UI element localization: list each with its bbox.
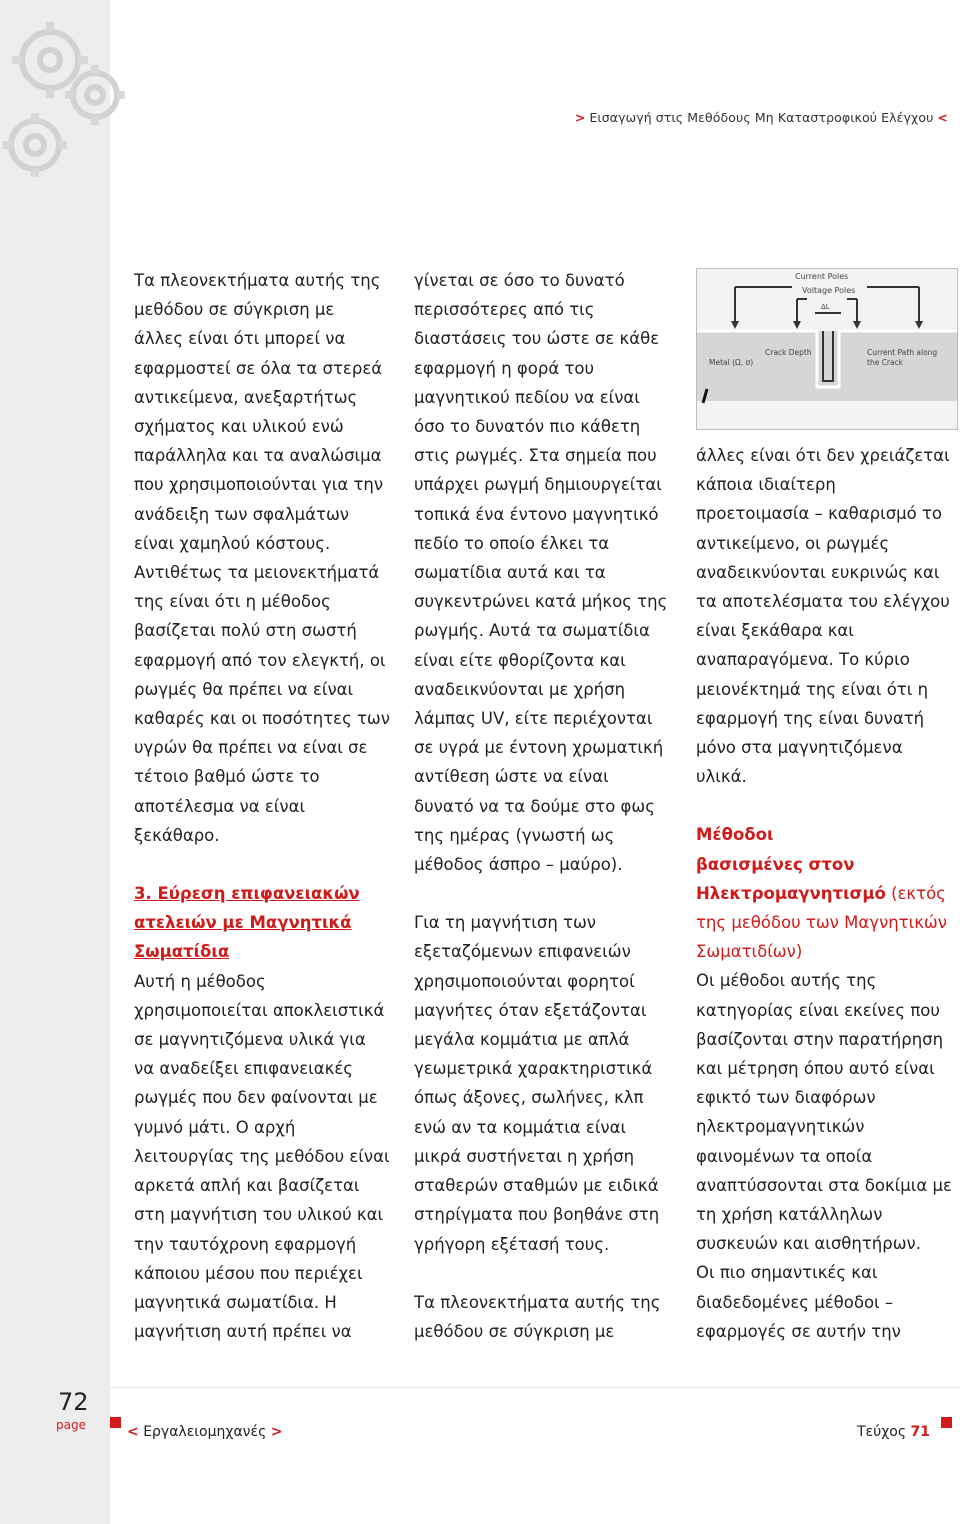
text-line: της ημέρας (γνωστή ως [414, 825, 615, 845]
heading-line: Μέθοδοι [696, 825, 774, 845]
text-line: δυνατό να τα δούμε στο φως [414, 796, 655, 816]
text-line: αντικείμενα, ανεξαρτήτως [134, 387, 358, 407]
text-line: σε μαγνητιζόμενα υλικά για [134, 1030, 366, 1050]
heading-line: Ηλεκτρομαγνητισμό [696, 883, 886, 903]
text-line: να αναδείξει επιφανειακές [134, 1059, 353, 1079]
section-heading-electromagnetism [696, 820, 958, 966]
column-3 [696, 441, 958, 1346]
text-line: κατηγορίας είναι εκείνες που [696, 1000, 940, 1020]
text-line: όσο το δυνατόν πιο κάθετη [414, 417, 641, 437]
text-line: αντίθεση ώστε να είναι [414, 767, 609, 787]
text-line: τέτοιο βαθμό ώστε το [134, 767, 320, 787]
label-current-path-2: the Crack [867, 358, 904, 367]
text-line: Αντιθέτως τα μειονεκτήματά [134, 563, 380, 583]
text-line: άλλες είναι ότι δεν χρειάζεται [696, 446, 950, 465]
label-crack-depth: Crack Depth [765, 348, 812, 357]
column-3-paragraph-1 [696, 441, 958, 791]
page-word: page [56, 1418, 86, 1432]
text-line: μειονέκτημά της είναι ότι η [696, 679, 929, 699]
gears-decoration-icon [0, 0, 140, 200]
text-line: εφαρμογές σε αυτήν την [696, 1321, 901, 1341]
text-line: όπως άξονες, σωλήνες, κλπ [414, 1088, 644, 1108]
column-1-paragraph-1 [134, 266, 396, 850]
text-line: μαγνητικά σωματίδια. Η [134, 1292, 337, 1312]
paragraph-gap [414, 1259, 676, 1288]
text-line: περισσότερες από τις [414, 300, 595, 320]
footer-close-chevron: > [270, 1424, 283, 1440]
text-line: και μέτρηση όπου αυτό είναι [696, 1059, 935, 1079]
magazine-name [127, 1424, 282, 1440]
text-line: υπάρχει ρωγμή δημιουργείται [414, 475, 662, 495]
text-line: τη χρήση κατάλληλων [696, 1205, 883, 1225]
text-line: ρωγμές που δεν φαίνονται με [134, 1088, 378, 1108]
text-line: Οι πιο σημαντικές και [696, 1263, 878, 1283]
text-line: Τα πλεονεκτήματα αυτής της [134, 271, 381, 290]
column-3-paragraph-2 [696, 966, 958, 1346]
text-line: γρήγορη εξέτασή τους. [414, 1234, 610, 1254]
text-line: μαγνήτες όταν εξετάζονται [414, 1000, 647, 1020]
text-line: μέθοδος άσπρο – μαύρο). [414, 855, 623, 875]
text-line: αναδεικνύονται με χρήση [414, 679, 626, 699]
text-line: είναι είτε φθορίζοντα και [414, 650, 626, 670]
text-line: ρωγμές θα πρέπει να είναι [134, 679, 354, 699]
text-line: χρησιμοποιούνται φορητοί [414, 971, 635, 991]
text-line: διαδεδομένες μέθοδοι – [696, 1292, 894, 1312]
text-line: που χρησιμοποιούνται για την [134, 475, 384, 495]
text-line: εφαρμογή η φορά του [414, 358, 595, 378]
column-1-paragraph-2 [134, 967, 396, 1347]
text-line: ανάδειξη των σφαλμάτων [134, 504, 350, 524]
text-line: μαγνητικού πεδίου να είναι [414, 387, 640, 407]
text-line: εφικτό των διαφόρων [696, 1088, 876, 1108]
column-2 [414, 266, 676, 1346]
section-heading-magnetic-particles [134, 879, 396, 967]
text-line: σε υγρά με έντονη χρωματική [414, 738, 664, 758]
text-line: μόνο στα μαγνητιζόμενα [696, 738, 903, 758]
text-line: της είναι ότι η μέθοδος [134, 592, 331, 612]
footer-red-square-right [941, 1417, 952, 1428]
paragraph-gap [134, 850, 396, 879]
text-line: είναι ξεκάθαρα και [696, 621, 854, 641]
text-line: εφαρμοστεί σε όλα τα στερεά [134, 358, 383, 378]
text-line: μεγάλα κομμάτια με απλά [414, 1030, 630, 1050]
text-line: μαγνήτιση αυτή πρέπει να [134, 1322, 352, 1342]
text-line: λάμπας UV, είτε περιέχονται [414, 709, 653, 729]
text-line: πεδίο το οποίο έλκει τα [414, 533, 610, 553]
heading-line: βασισμένες στον [696, 854, 855, 874]
text-line: υγρών θα πρέπει να είναι σε [134, 738, 368, 758]
text-line: σχήματος και υλικού ενώ [134, 417, 344, 437]
issue-number: 71 [910, 1424, 930, 1440]
issue-info [857, 1424, 930, 1440]
text-line: μικρά συστήνεται η χρήση [414, 1146, 635, 1166]
running-header [571, 110, 952, 125]
text-line: διαστάσεις του ώστε σε κάθε [414, 329, 660, 349]
heading-line: ατελειών με Μαγνητικά [134, 913, 352, 933]
text-line: γεωμετρικά χαρακτηριστικά [414, 1059, 653, 1079]
text-line: είναι χαμηλού κόστους. [134, 533, 331, 553]
text-line: παράλληλα και τα αναλώσιμα [134, 446, 382, 466]
column-2-paragraph-1 [414, 266, 676, 879]
text-line: εφαρμογή της είναι δυνατή [696, 708, 925, 728]
text-line: αρκετά απλή και βασίζεται [134, 1176, 360, 1196]
paragraph-gap [414, 879, 676, 908]
text-line: κάποιου μέσου που περιέχει [134, 1263, 363, 1283]
footer-open-chevron: < [127, 1424, 139, 1440]
text-line: Αυτή η μέθοδος [134, 971, 266, 991]
label-spacing: ΔL [821, 303, 830, 311]
text-line: γίνεται σε όσο το δυνατό [414, 271, 625, 290]
page-number: 72 [58, 1388, 89, 1416]
text-line: αναπτύσσονται στα δοκίμια με [696, 1175, 952, 1195]
header-title: Εισαγωγή στις Μεθόδους Μη Καταστροφικού Ελέγχου [589, 110, 934, 125]
left-margin-strip [0, 0, 110, 1524]
label-current-path: Current Path along [867, 348, 938, 357]
text-line: αποτέλεσμα να είναι [134, 796, 306, 816]
text-line: εξεταζόμενων επιφανειών [414, 942, 631, 962]
issue-label: Τεύχος [856, 1424, 907, 1440]
text-line: σωματίδια αυτά και τα [414, 563, 606, 583]
text-line: φαινομένων τα οποία [696, 1146, 873, 1166]
text-line: εφαρμογή από τον ελεγκτή, οι [134, 650, 386, 670]
crack-depth-figure [696, 268, 958, 430]
text-line: στηρίγματα που βοηθάνε στη [414, 1205, 660, 1225]
text-line: στις ρωγμές. Στα σημεία που [414, 446, 657, 466]
text-line: Οι μέθοδοι αυτής της [696, 971, 877, 991]
text-line: αντικείμενο, οι ρωγμές [696, 533, 890, 553]
header-open-chevron: > [574, 110, 586, 125]
column-2-paragraph-3 [414, 1288, 676, 1346]
heading-aside: (εκτός [885, 883, 946, 903]
text-line: μεθόδου σε σύγκριση με [414, 1321, 615, 1341]
heading-line: 3. Εύρεση επιφανειακών [134, 884, 360, 904]
text-line: λειτουργίας της μεθόδου είναι [134, 1146, 390, 1166]
text-line: κάποια ιδιαίτερη [696, 475, 836, 495]
text-line: ρωγμής. Αυτά τα σωματίδια [414, 621, 650, 641]
text-line: ξεκάθαρο. [134, 825, 220, 845]
text-line: βασίζεται πολύ στη σωστή [134, 621, 357, 641]
text-line: τα αποτελέσματα του ελέγχου [696, 592, 950, 612]
text-line: τοπικά ένα έντονο μαγνητικό [414, 504, 659, 524]
label-voltage-poles: Voltage Poles [802, 286, 856, 295]
crack-diagram-svg [697, 269, 957, 429]
magazine-title: Εργαλειομηχανές [143, 1424, 267, 1440]
heading-aside-line: Σωματιδίων) [696, 942, 803, 962]
label-metal: Metal (Ω, σ) [709, 358, 754, 367]
text-line: προετοιμασία – καθαρισμό το [696, 504, 943, 524]
text-line: ενώ αν τα κομμάτια είναι [414, 1117, 627, 1137]
footer-divider [110, 1387, 960, 1388]
column-2-paragraph-2 [414, 908, 676, 1258]
text-line: αναπαραγόμενα. Το κύριο [696, 650, 910, 670]
text-line: καθαρές και οι ποσότητες των [134, 709, 390, 729]
paragraph-gap [696, 791, 958, 820]
text-line: αναδεικνύονται ευκρινώς και [696, 562, 940, 582]
column-1 [134, 266, 396, 1346]
heading-aside-line: της μεθόδου των Μαγνητικών [696, 913, 947, 933]
heading-line: Σωματίδια [134, 942, 230, 962]
text-line: γυμνό μάτι. Ο αρχή [134, 1117, 296, 1137]
text-line: βασίζονται στην παρατήρηση [696, 1029, 944, 1049]
text-line: μεθόδου σε σύγκριση με [134, 300, 335, 320]
text-line: στη μαγνήτιση του υλικού και [134, 1205, 384, 1225]
text-line: συγκεντρώνει κατά μήκος της [414, 592, 668, 612]
text-line: υλικά. [696, 767, 747, 787]
text-line: Τα πλεονεκτήματα αυτής της [414, 1292, 661, 1312]
text-line: ηλεκτρομαγνητικών [696, 1117, 865, 1137]
label-current-poles: Current Poles [795, 272, 849, 281]
header-close-chevron: < [937, 110, 948, 125]
text-line: Για τη μαγνήτιση των [414, 913, 596, 933]
text-line: συσκευών και αισθητήρων. [696, 1234, 921, 1254]
text-line: σταθερών σταθμών με ειδικά [414, 1176, 659, 1196]
text-line: άλλες είναι ότι μπορεί να [134, 329, 346, 349]
footer-red-square-left [110, 1417, 121, 1428]
text-line: χρησιμοποιείται αποκλειστικά [134, 1000, 385, 1020]
text-line: την ταυτόχρονη εφαρμογή [134, 1234, 357, 1254]
